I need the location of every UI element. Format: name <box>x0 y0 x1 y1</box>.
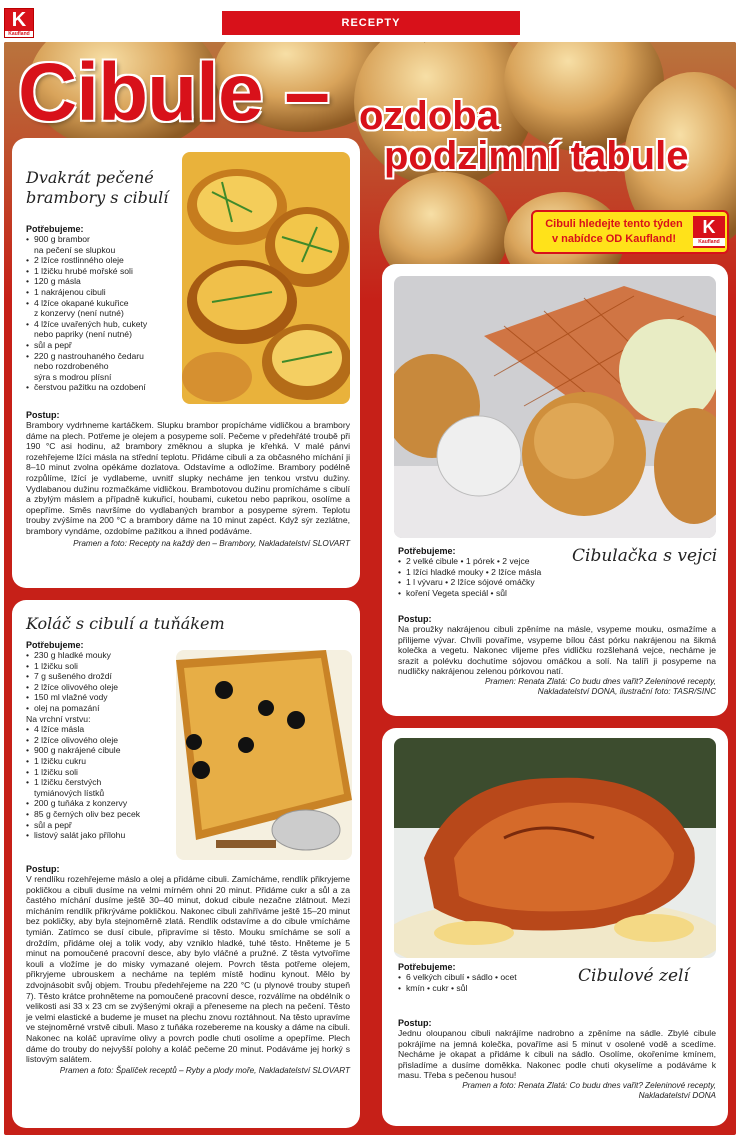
ingredient-text: Na vrchní vrstvu: <box>26 713 91 724</box>
article-stage <box>4 42 736 1135</box>
ingredient-item <box>26 767 176 778</box>
bullet-icon: • <box>26 265 30 276</box>
procedure-text: V rendlíku rozehřejeme máslo a olej a přidáme cibuli. Zamícháme, rendlík přikryjeme pokličkou a cibuli dusíme na velmi mírném ohni 20 minut. Přidáme cukr a sůl a za častého míchání dusíme ještě 30–40 minut, dokud cibule nezačne zlátnout. Mezi mícháním rendlík přikrýváme pokličkou. Nakonec cibuli zahříváme ještě 15–20 minut bez pokličky, aby byla stejnoměrně zlatá. Rendlík odstavíme a do cibule vmícháme tymián. Zatímco se dusí cibule, připravíme si těsto. Mouku smícháme se solí a droždím, přidáme olej a tolik vody, aby vzniklo hladké, tuhé těsto. Hněteme je 5 minut na pomoučené pracovní desce, aby bylo vláčné a pružné. Z těsta vytvoříme kouli a vložíme je do misky vymazané olejem. Povrch těsta potřeme olejem, přikryjeme ubrouskem a necháme na teplém místě hodinu kynout. Mělo by zdvojnásobit svůj objem. Troubu předehřejeme na 220 °C (u plynové trouby stupeň 7). Těsto krátce prohněteme na pomoučené pracovní desce, rozválíme na obdélník o velikosti asi 33 x 23 cm se zvýšenými okraji a přeneseme na plech na pečení. Těsto je velmi elastické a budeme je muset na plechu znovu roztáhnout. Na těsto upravíme ve stejnoměrné vrstvě cibuli. Maso z tuňáka rozebereme na kousky a dáme na cibuli. Nakonec na koláč upravíme olivy a povrch podle chuti osolíme a opepříme. Plech dáme do trouby do nejvyšší polohy a koláč pečeme 20 minut. Podáváme jej horký s listovým salátem. <box>26 874 350 1065</box>
procedure-heading: Postup: <box>398 614 432 624</box>
ingredient-item <box>398 972 578 983</box>
ingredient-text: 6 velkých cibulí • sádlo • ocet <box>406 972 517 982</box>
procedure-text: Brambory vydrhneme kartáčkem. Slupku brambor propícháme vidličkou a brambory dáme na plech. Potřeme je olejem a posypeme solí. Pečeme v předehřáté troubě při 190 °C asi hodinu, až brambory změknou a slupka je křehká. V malé pánvi rozehřejeme lžíci másla na střední teplotu. Přidáme cibuli a za občasného míchání ji 8–10 minut zvolna opékáme dozlatova. Odstavíme a odložíme. Brambory podélně rozpůlíme, lžící je vydlabeme, uvnitř slupky necháme jen tenkou vrstvu dužiny. Vydlabanou dužinu rozmačkáme vidličkou. Brambotovou dužinu promícháme s cibulí a zbylým máslem a případně kukuřicí, houbami, cuketou nebo paprikou, osolíme a opepříme. Směs navršíme do vydlabaných brambor a posypeme sýrem. Teplotu trouby zvýšíme na 200 °C a brambory dáme na 10 minut zapéct. Když sýr zezlátne, brambory vyndáme, ozdobíme pažitkou a ihned podáváme. <box>26 420 350 536</box>
ingredient-text: 220 g nastrouhaného čedaru nebo rozdrobeného sýra s modrou plísní <box>34 350 144 382</box>
headline-sub-line1: ozdoba <box>359 94 499 138</box>
ingredient-text: 150 ml vlažné vody <box>34 692 108 703</box>
bullet-icon: • <box>26 702 30 713</box>
ingredient-item <box>26 234 186 255</box>
ingredients-list-kolac <box>26 650 176 841</box>
bullet-icon: • <box>26 808 30 819</box>
ingredient-item <box>26 287 186 298</box>
headline-cibule: Cibule – <box>18 47 329 138</box>
bullet-icon: • <box>398 972 402 982</box>
photo-onions-in-net <box>394 276 716 538</box>
ingredient-text: 2 velké cibule • 1 pórek • 2 vejce <box>406 556 530 566</box>
ingredient-text: sůl a pepř <box>34 339 72 350</box>
bullet-icon: • <box>26 234 30 244</box>
procedure-polevka <box>398 614 716 697</box>
promo-box <box>531 210 729 254</box>
ingredients-list-brambory <box>26 234 186 393</box>
ingredient-text: 1 lžičku čerstvých tymiánových lístků <box>34 777 105 798</box>
recipe-card-kolac <box>12 600 360 1128</box>
ingredient-item <box>26 724 176 735</box>
bullet-icon: • <box>26 830 30 841</box>
bullet-icon: • <box>26 339 30 350</box>
kaufland-logo: K Kaufland <box>4 8 34 38</box>
recipe-title-zeli: Cibulové zelí <box>578 966 689 986</box>
ingredients-heading: Potřebujeme: <box>398 546 456 556</box>
ingredients-heading: Potřebujeme: <box>398 962 456 972</box>
ingredient-text: 7 g sušeného droždí <box>34 671 112 682</box>
source-credit: Pramen a foto: Špalíček receptů – Ryby a plody moře, Nakladatelství SLOVART <box>59 1065 350 1075</box>
top-bar <box>0 0 740 44</box>
ingredient-item <box>398 577 578 588</box>
ingredient-text: koření Vegeta speciál • sůl <box>406 587 507 598</box>
ingredient-text: 1 lžíci hladké mouky • 2 lžíce másla <box>406 566 542 577</box>
ingredient-item <box>26 798 176 809</box>
procedure-heading: Postup: <box>26 864 60 874</box>
bullet-icon: • <box>26 255 30 266</box>
ingredient-item <box>26 809 176 820</box>
ingredient-item <box>398 556 578 567</box>
bullet-icon: • <box>26 798 30 809</box>
ingredient-item <box>26 703 176 714</box>
recipe-title-kolac: Koláč s cibulí a tuňákem <box>26 614 225 633</box>
bullet-icon: • <box>398 577 402 588</box>
source-credit-line1: Pramen a foto: Renata Zlatá: Co budu dnes vařit? Zeleninové recepty, <box>462 1080 716 1090</box>
photo-roast-goose <box>394 738 716 958</box>
bullet-icon: • <box>26 650 30 660</box>
bullet-icon: • <box>26 671 30 682</box>
ingredient-text: čerstvou pažitku na ozdobení <box>34 382 146 393</box>
ingredients-zeli <box>398 962 578 993</box>
ingredient-item <box>26 382 186 393</box>
ingredient-text: sůl a pepř <box>34 819 72 830</box>
ingredient-item <box>398 588 578 599</box>
procedure-zeli <box>398 1018 716 1101</box>
ingredient-text: listový salát jako přílohu <box>34 830 126 841</box>
ingredient-text: 1 lžičku soli <box>34 660 78 671</box>
ingredient-item <box>26 714 176 725</box>
ingredient-text: olej na pomazání <box>34 702 100 713</box>
ingredients-heading: Potřebujeme: <box>26 640 84 650</box>
procedure-text: Jednu oloupanou cibuli nakrájíme nadrobno a zpěníme na sádle. Zbylé cibule pokrájíme na jemná kolečka, povaříme asi 5 minut v osolené vodě a scedíme. Necháme je okapat a přidáme k cibuli na sádlo. Osolíme, okořeníme kmínem, přisladíme a dusíme doměkka. Nakonec podle chuti okyselíme a podáváme k masu. Třeba s pečenou husou! <box>398 1028 716 1081</box>
ingredient-text: 230 g hladké mouky <box>34 650 111 660</box>
bullet-icon: • <box>26 318 30 329</box>
ingredient-item <box>26 671 176 682</box>
ingredient-item <box>26 319 186 340</box>
recipe-title-brambory: Dvakrát pečené brambory s cibulí <box>26 168 169 207</box>
ingredient-text: 1 lžičku cukru <box>34 755 87 766</box>
bullet-icon: • <box>26 297 30 308</box>
bullet-icon: • <box>26 660 30 671</box>
source-credit-line1: Pramen: Renata Zlatá: Co budu dnes vařit? Zeleninové recepty, <box>484 676 716 686</box>
ingredient-text: 4 lžíce másla <box>34 724 85 735</box>
ingredient-item <box>26 650 176 661</box>
ingredients-kolac <box>26 640 176 841</box>
recipe-card-brambory <box>12 138 360 588</box>
ingredient-text: 900 g nakrájené cibule <box>34 745 121 756</box>
source-credit-line2: Nakladatelství DONA, ilustrační foto: TASR/SINC <box>537 686 716 696</box>
ingredient-item <box>26 756 176 767</box>
ingredient-item <box>398 983 578 994</box>
section-rubric: RECEPTY <box>222 11 520 35</box>
ingredients-polevka <box>398 546 578 598</box>
ingredient-text: 2 lžíce rostlinného oleje <box>34 255 124 266</box>
ingredients-heading: Potřebujeme: <box>26 224 84 234</box>
promo-line2: v nabídce OD Kaufland! <box>551 233 677 245</box>
bullet-icon: • <box>26 692 30 703</box>
recipe-card-zeli <box>382 728 728 1126</box>
procedure-heading: Postup: <box>398 1018 432 1028</box>
ingredient-item <box>26 692 176 703</box>
recipe-title-polevka: Cibulačka s vejci <box>572 546 718 566</box>
ingredient-text: 1 lžičku soli <box>34 766 78 777</box>
ingredient-item <box>26 276 186 287</box>
ingredient-item <box>26 351 186 383</box>
promo-kaufland-logo: K Kaufland <box>693 216 725 248</box>
bullet-icon: • <box>26 724 30 735</box>
photo-onion-tuna-pie <box>176 650 352 860</box>
ingredients-list-polevka <box>398 556 578 598</box>
ingredient-item <box>26 735 176 746</box>
ingredient-item <box>398 567 578 578</box>
ingredient-item <box>26 266 186 277</box>
ingredient-text: 1 l vývaru • 2 lžíce sójové omáčky <box>406 577 535 588</box>
bullet-icon: • <box>26 819 30 830</box>
bullet-icon: • <box>26 286 30 297</box>
ingredient-item <box>26 820 176 831</box>
recipe-card-polevka <box>382 264 728 716</box>
ingredient-item <box>26 682 176 693</box>
ingredient-text: 85 g černých oliv bez pecek <box>34 808 141 819</box>
ingredient-item <box>26 745 176 756</box>
ingredient-text: 2 lžíce olivového oleje <box>34 681 119 692</box>
ingredient-text: 900 g brambor na pečení se slupkou <box>34 234 116 255</box>
ingredient-text: 2 lžíce olivového oleje <box>34 734 119 745</box>
bullet-icon: • <box>26 766 30 777</box>
ingredients-list-zeli <box>398 972 578 993</box>
bullet-icon: • <box>26 777 30 788</box>
bullet-icon: • <box>398 566 402 577</box>
bullet-icon: • <box>26 681 30 692</box>
bullet-icon: • <box>398 556 402 566</box>
ingredient-item <box>26 298 186 319</box>
ingredient-item <box>26 255 186 266</box>
procedure-text: Na proužky nakrájenou cibuli zpěníme na másle, vsypeme mouku, osmažíme a přilijeme vývar. Chvíli povaříme, vsypeme bílou část pórku nakrájenou na šikmá kolečka a vegetu. Nakonec vlijeme přes vidličku rozšlehaná vejce, necháme je srazit a polévku dochutíme sójovou omáčkou a solí. Na talíři ji posypeme na nudličky nakrájenou zelenou pórkovou natí. <box>398 624 716 677</box>
ingredients-brambory <box>26 224 186 393</box>
ingredient-text: 200 g tuňáka z konzervy <box>34 798 128 809</box>
ingredient-text: 4 lžíce okapané kukuřice z konzervy (není nutné) <box>34 297 129 319</box>
bullet-icon: • <box>26 745 30 756</box>
ingredient-item <box>26 830 176 841</box>
ingredient-text: 1 lžičku hrubé mořské soli <box>34 265 133 276</box>
promo-line1: Cibuli hledejte tento týden <box>545 218 683 230</box>
bullet-icon: • <box>26 276 30 287</box>
ingredient-text: kmín • cukr • sůl <box>406 982 468 993</box>
bullet-icon: • <box>26 755 30 766</box>
ingredient-item <box>26 340 186 351</box>
ingredient-text: 120 g másla <box>34 276 81 287</box>
ingredient-text: 4 lžíce uvařených hub, cukety nebo papriky (není nutné) <box>34 318 148 340</box>
source-credit-line2: Nakladatelství DONA <box>638 1090 716 1100</box>
procedure-heading: Postup: <box>26 410 60 420</box>
bullet-icon: • <box>26 350 30 361</box>
bullet-icon: • <box>26 734 30 745</box>
ingredient-text: 1 nakrájenou cibuli <box>34 286 106 297</box>
ingredient-item <box>26 661 176 672</box>
source-credit: Pramen a foto: Recepty na každý den – Brambory, Nakladatelství SLOVART <box>73 538 350 548</box>
procedure-kolac <box>26 864 350 1076</box>
bullet-icon: • <box>26 382 30 393</box>
bullet-icon: • <box>398 587 402 598</box>
bullet-icon: • <box>398 982 402 993</box>
procedure-brambory <box>26 410 350 549</box>
photo-baked-potatoes <box>182 152 350 404</box>
ingredient-item <box>26 777 176 798</box>
headline-sub-line2: podzimní tabule <box>384 134 689 178</box>
